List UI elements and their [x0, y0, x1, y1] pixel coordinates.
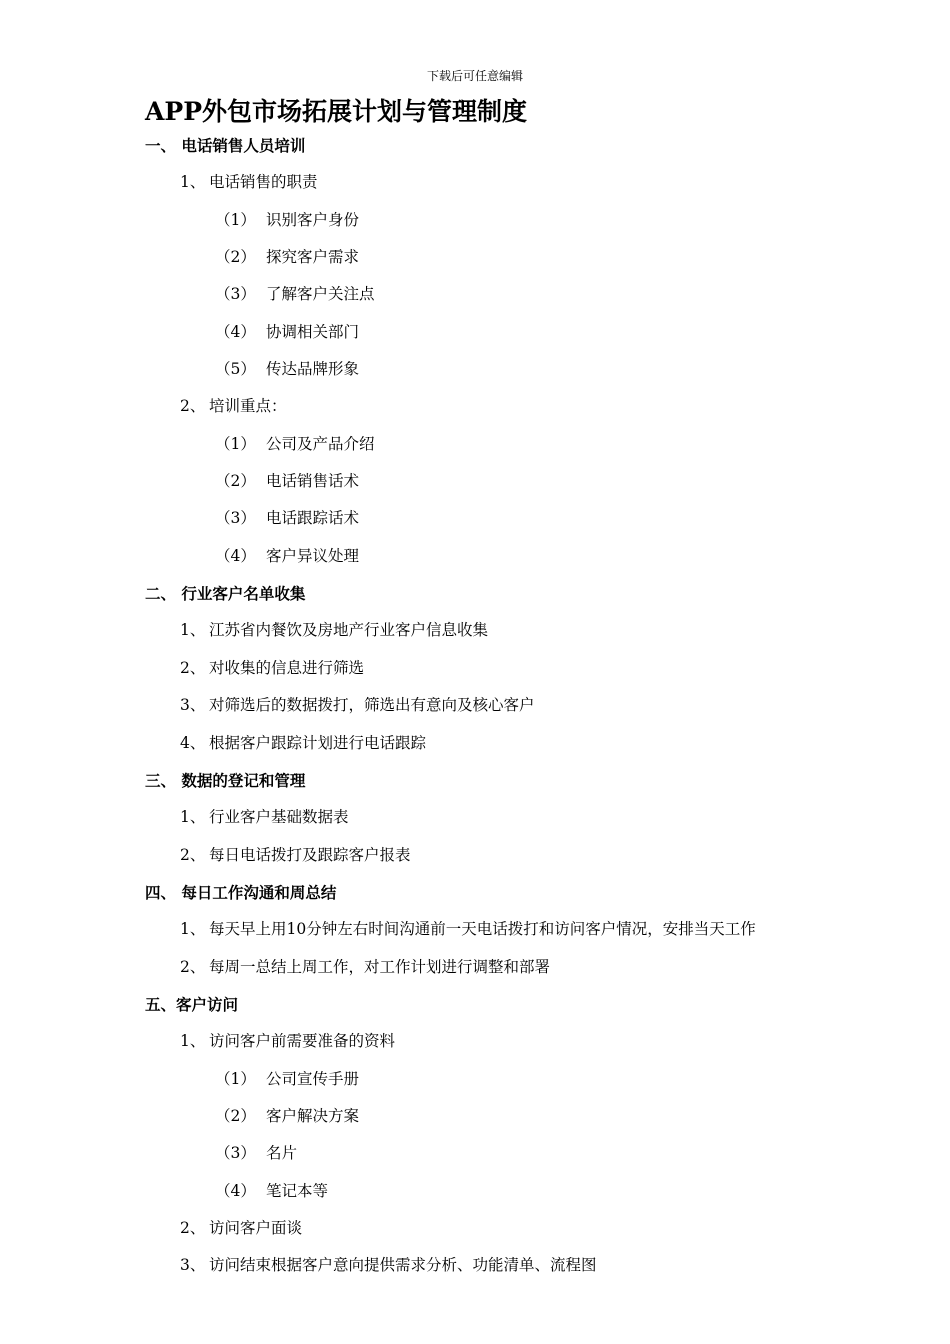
sub-list-item: [0, 351, 950, 388]
list-item: [0, 799, 950, 836]
list-number: （4）: [215, 1181, 256, 1200]
sub-list-item: [0, 276, 950, 313]
sub-list-item: [0, 1173, 950, 1210]
list-number: 2、: [180, 658, 206, 677]
sub-list-item: [0, 202, 950, 239]
list-text: 识别客户身份: [266, 210, 360, 229]
list-number: （1）: [215, 1069, 256, 1088]
list-item: [0, 650, 950, 687]
list-item: [0, 687, 950, 724]
list-text: 培训重点：: [209, 397, 287, 416]
list-item: [0, 1247, 950, 1284]
list-number: 1、: [180, 621, 206, 640]
list-item: [0, 388, 950, 425]
list-text: 协调相关部门: [266, 322, 360, 341]
list-number: 1、: [180, 173, 206, 192]
list-text: 电话跟踪话术: [266, 509, 360, 528]
list-text: 客户异议处理: [266, 546, 360, 565]
list-text: 五、客户访问: [145, 994, 239, 1014]
list-number: 3、: [180, 1256, 206, 1275]
section-heading: [0, 762, 950, 799]
list-text: 四、 每日工作沟通和周总结: [145, 882, 337, 902]
list-text: 江苏省内餐饮及房地产行业客户信息收集: [209, 621, 489, 640]
sub-list-item: [0, 500, 950, 537]
section-heading: [0, 986, 950, 1023]
list-number: （3）: [215, 285, 256, 304]
list-text: 客户解决方案: [266, 1106, 360, 1125]
sub-list-item: [0, 239, 950, 276]
list-text: 根据客户跟踪计划进行电话跟踪: [209, 733, 427, 752]
list-item: [0, 725, 950, 762]
list-text: 三、 数据的登记和管理: [145, 770, 306, 790]
list-text: 对收集的信息进行筛选: [209, 658, 365, 677]
list-text: 访问客户面谈: [209, 1218, 303, 1237]
list-number: （3）: [215, 1144, 256, 1163]
section-heading: [0, 127, 950, 164]
list-text: 了解客户关注点: [266, 285, 375, 304]
document-body: [0, 127, 950, 1285]
list-text: 二、 行业客户名单收集: [145, 584, 306, 604]
list-text: 每日电话拨打及跟踪客户报表: [209, 845, 411, 864]
sub-list-item: [0, 463, 950, 500]
list-item: [0, 1023, 950, 1060]
list-text: 对筛选后的数据拨打，筛选出有意向及核心客户: [209, 696, 535, 715]
list-number: 1、: [180, 1032, 206, 1051]
list-number: 1、: [180, 808, 206, 827]
sub-list-item: [0, 1061, 950, 1098]
list-number: （5）: [215, 360, 256, 379]
list-text: 笔记本等: [266, 1181, 329, 1200]
list-number: 2、: [180, 957, 206, 976]
list-text: 访问结束根据客户意向提供需求分析、功能清单、流程图: [209, 1256, 597, 1275]
list-text: 一、 电话销售人员培训: [145, 136, 306, 155]
list-item: [0, 837, 950, 874]
list-item: [0, 164, 950, 201]
list-number: 2、: [180, 397, 206, 416]
list-number: （2）: [215, 472, 256, 491]
list-text: 每天早上用10分钟左右时间沟通前一天电话拨打和访问客户情况，安排当天工作: [209, 920, 756, 939]
list-number: 2、: [180, 1218, 206, 1237]
list-text: 探究客户需求: [266, 248, 360, 267]
list-number: （2）: [215, 1106, 256, 1125]
list-text: 公司及产品介绍: [266, 434, 375, 453]
list-number: （1）: [215, 210, 256, 229]
list-item: [0, 1210, 950, 1247]
sub-list-item: [0, 1098, 950, 1135]
list-number: （1）: [215, 434, 256, 453]
page-header: 下载后可任意编辑: [426, 69, 523, 83]
list-item: [0, 949, 950, 986]
sub-list-item: [0, 314, 950, 351]
section-heading: [0, 874, 950, 911]
list-text: 电话销售的职责: [209, 173, 318, 192]
list-number: （2）: [215, 248, 256, 267]
section-heading: [0, 575, 950, 612]
list-number: 4、: [180, 733, 206, 752]
list-number: （4）: [215, 546, 256, 565]
list-text: 访问客户前需要准备的资料: [209, 1032, 396, 1051]
list-number: （4）: [215, 322, 256, 341]
sub-list-item: [0, 538, 950, 575]
list-number: 1、: [180, 920, 206, 939]
list-text: 行业客户基础数据表: [209, 808, 349, 827]
list-text: 传达品牌形象: [266, 360, 360, 379]
list-text: 公司宣传手册: [266, 1069, 360, 1088]
list-text: 名片: [266, 1144, 298, 1163]
document-title: APP外包市场拓展计划与管理制度: [145, 97, 527, 126]
sub-list-item: [0, 426, 950, 463]
list-text: 每周一总结上周工作，对工作计划进行调整和部署: [209, 957, 551, 976]
list-text: 电话销售话术: [266, 472, 360, 491]
list-item: [0, 612, 950, 649]
list-number: 2、: [180, 845, 206, 864]
sub-list-item: [0, 1135, 950, 1172]
list-number: （3）: [215, 509, 256, 528]
list-item: [0, 911, 950, 948]
list-number: 3、: [180, 696, 206, 715]
